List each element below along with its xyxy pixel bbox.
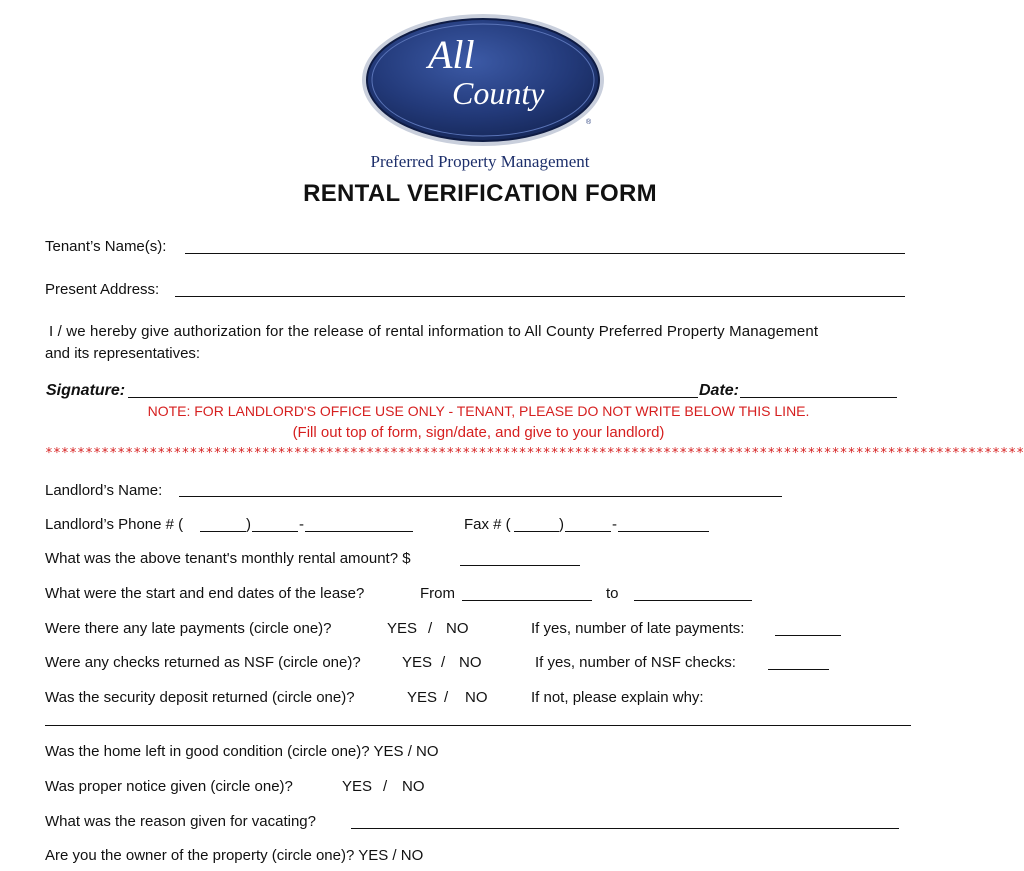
deposit-question: Was the security deposit returned (circle one)? <box>45 689 355 706</box>
company-logo <box>360 12 610 152</box>
rent-amount-question: What was the above tenant's monthly rental amount? $ <box>45 550 411 567</box>
deposit-explain-field[interactable] <box>45 725 911 726</box>
tenant-name-label: Tenant’s Name(s): <box>45 238 167 255</box>
notice-slash: / <box>383 778 388 795</box>
lease-dates-question: What were the start and end dates of the lease? <box>45 585 365 602</box>
nsf-count-label: If yes, number of NSF checks: <box>535 654 736 671</box>
authorization-text-2: and its representatives: <box>45 345 201 362</box>
deposit-yes-option[interactable]: YES <box>407 689 438 706</box>
divider-text: ************************************************************************************************************************** <box>45 446 1024 461</box>
phone-paren-close: ) <box>246 516 251 533</box>
landlord-phone-label: Landlord’s Phone # ( <box>45 516 184 533</box>
fax-area-code-field[interactable] <box>514 531 559 532</box>
phone-area-code-field[interactable] <box>200 531 246 532</box>
fax-prefix-field[interactable] <box>565 531 611 532</box>
registered-mark: ® <box>586 119 592 126</box>
fax-dash: - <box>612 516 617 533</box>
logo-text-county: County <box>452 75 545 111</box>
phone-number-field[interactable] <box>305 531 413 532</box>
deposit-explain-label: If not, please explain why: <box>531 689 704 706</box>
notice-no-option[interactable]: NO <box>402 778 425 795</box>
present-address-field[interactable] <box>175 296 905 297</box>
nsf-count-field[interactable] <box>768 669 829 670</box>
deposit-no-option[interactable]: NO <box>465 689 488 706</box>
deposit-slash: / <box>444 689 449 706</box>
nsf-yes-option[interactable]: YES <box>402 654 433 671</box>
rent-amount-field[interactable] <box>460 565 580 566</box>
notice-question: Was proper notice given (circle one)? <box>45 778 293 795</box>
divider-stars <box>45 446 1024 461</box>
late-slash: / <box>428 620 433 637</box>
signature-field[interactable] <box>128 397 698 398</box>
nsf-slash: / <box>441 654 446 671</box>
phone-dash: - <box>299 516 304 533</box>
logo-graphic <box>360 12 610 152</box>
logo-text-all: All <box>428 32 475 77</box>
date-label: Date: <box>699 382 740 399</box>
late-payments-question: Were there any late payments (circle one)? <box>45 620 332 637</box>
late-count-label: If yes, number of late payments: <box>531 620 745 637</box>
lease-end-field[interactable] <box>634 600 752 601</box>
late-no-option[interactable]: NO <box>446 620 469 637</box>
authorization-text-1: I / we hereby give authorization for the release of rental information to All County Preferred Property Management <box>49 323 819 340</box>
lease-start-field[interactable] <box>462 600 592 601</box>
vacating-reason-field[interactable] <box>351 828 899 829</box>
landlord-name-field[interactable] <box>179 496 782 497</box>
good-condition-question[interactable]: Was the home left in good condition (circle one)? YES / NO <box>45 743 439 760</box>
signature-label: Signature: <box>46 382 126 399</box>
instructions-note: (Fill out top of form, sign/date, and give to your landlord) <box>292 424 665 441</box>
form-title: RENTAL VERIFICATION FORM <box>303 180 657 207</box>
present-address-label: Present Address: <box>45 281 160 298</box>
phone-prefix-field[interactable] <box>252 531 298 532</box>
nsf-no-option[interactable]: NO <box>459 654 482 671</box>
lease-to-label: to <box>606 585 619 602</box>
date-field[interactable] <box>740 397 897 398</box>
property-owner-question[interactable]: Are you the owner of the property (circle one)? YES / NO <box>45 847 424 864</box>
nsf-checks-question: Were any checks returned as NSF (circle one)? <box>45 654 361 671</box>
vacating-reason-question: What was the reason given for vacating? <box>45 813 316 830</box>
landlord-name-label: Landlord’s Name: <box>45 482 163 499</box>
office-use-note: NOTE: FOR LANDLORD'S OFFICE USE ONLY - TENANT, PLEASE DO NOT WRITE BELOW THIS LINE. <box>147 403 810 419</box>
late-count-field[interactable] <box>775 635 841 636</box>
late-yes-option[interactable]: YES <box>387 620 418 637</box>
fax-paren-close: ) <box>559 516 564 533</box>
notice-yes-option[interactable]: YES <box>342 778 373 795</box>
fax-label: Fax # ( <box>464 516 511 533</box>
tenant-name-field[interactable] <box>185 253 905 254</box>
company-tagline: Preferred Property Management <box>370 152 590 171</box>
lease-from-label: From <box>420 585 455 602</box>
fax-number-field[interactable] <box>618 531 709 532</box>
